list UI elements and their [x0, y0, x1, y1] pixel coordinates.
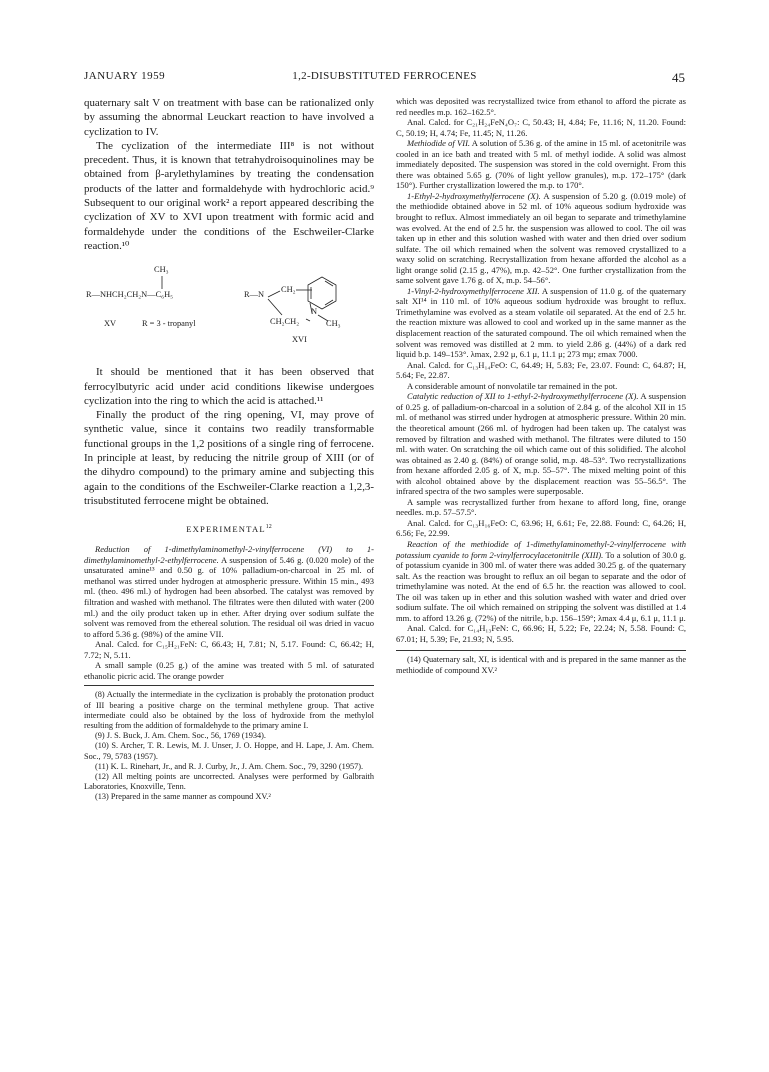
r-definition: R = 3 - tropanyl: [142, 319, 196, 329]
experimental-paragraph: Methiodide of VII. A solution of 5.36 g. of the amine in 15 ml. of acetonitrile was cooled in an ice bath and treated with 5 ml. of methyl iodide. A solid was almost immediately deposited. The suspension was stored in the cold overnight. From this there was obtained 5.65 g. (70% of light yellow granules), m.p. 172–175° (dark 150°). Further crystallization lowered the m.p. to 170°.: [396, 138, 686, 191]
footnote: (10) S. Archer, T. R. Lewis, M. J. Unser, J. O. Hoppe, and H. Lape, J. Am. Chem. Soc., 79, 5783 (1957).: [84, 741, 374, 761]
experimental-heading: EXPERIMENTAL$^{12}$: [186, 524, 272, 535]
footnotes: [84, 690, 374, 802]
analysis-line: Anal. Calcd. for C₁₃H₁₄FeO: C, 64.49; H, 5.83; Fe, 23.07. Found: C, 64.87; H, 5.64; Fe, 22.87.: [396, 359, 686, 381]
xv-label: XV: [104, 319, 117, 329]
intro-paragraph: quaternary salt V on treatment with base can be rationalized only by assuming the abnormal Leuckart reaction to have involved a cyclization to IV.: [84, 97, 374, 138]
footnote: (11) K. L. Rinehart, Jr., and R. J. Curby, Jr., J. Am. Chem. Soc., 79, 3290 (1957).: [95, 761, 364, 771]
experimental-paragraph: A sample was recrystallized further from hexane to afford long, fine, orange needles. m.p. 57–57.5°.: [396, 496, 686, 518]
xvi-r-group: R—N: [244, 290, 265, 300]
analysis-line: Anal. Calcd. for C₁₅H₂₁FeN: C, 66.43; H, 7.81; N, 5.17. Found: C, 66.42; H, 7.72; N, 5.11.: [84, 639, 374, 660]
running-header: [84, 70, 685, 86]
xvi-methyl: CH₃: [326, 319, 341, 329]
intro-paragraph: The cyclization of the intermediate III⁸ is not without precedent. Thus, it is known that tetrahydroisoquinolines may be obtained from β-arylethylamines by treating the condensation products of the latter and formaldehyde with hydrochloric acid.⁹ Subsequent to our original work² a report appeared describing the cyclization of XV to XVI upon treatment with formic acid and formaldehyde under the conditions of the Eschweiler-Clarke reaction.¹⁰: [84, 139, 374, 252]
analysis-line: Anal. Calcd. for C₁₄H₁₃FeN: C, 66.96; H, 5.22; Fe, 22.24; N, 5.58. Found: C, 67.01; H, 5.39; Fe, 21.93; N, 5.95.: [396, 623, 686, 644]
xvi-nitrogen: N: [311, 307, 318, 317]
procedure-title: 1-Vinyl-2-hydroxymethylferrocene XII.: [407, 285, 540, 296]
procedure-title: Methiodide of VII.: [407, 138, 471, 149]
header-title: 1,2-DISUBSTITUTED FERROCENES: [292, 70, 477, 82]
experimental-paragraph: Catalytic reduction of XII to 1-ethyl-2-hydroxymethylferrocene (X). A suspension of 0.25 g. of palladium-on-charcoal in a solution of 2.84 g. of the alcohol XII in 15 ml. of methanol was stirred under hydrogen at atmospheric pressure. Within 20 min. the theoretical amount (266 ml. of hydrogen had been taken up. The catalyst was removed by filtration and washed with methanol. The filtrates were diluted to 150 ml. with water. On scratching the oil which came out of this solidified. The alcohol was obtained as 2.40 g. (84%) of orange solid, m.p. 48–53°. Two recrystallizations from hexane afforded 2.05 g. of X, m.p. 55–57°. The mixed melting point of this with alcohol obtained above by the displacement reaction was 55–56.5°. The infrared spectra of the two samples were superposable.: [396, 391, 686, 497]
xvi-label: XVI: [292, 335, 307, 345]
left-column: [84, 96, 374, 803]
header-date: JANUARY 1959: [84, 70, 166, 82]
footnote: (8) Actually the intermediate in the cyclization is probably the protonation product of III bearing a positive charge on the terminal methylene group. That active intermediate could also be obtained by the loss of hydroxide from the methylol resulting from the addition of formaldehyde to the primary amine I.: [84, 690, 374, 730]
experimental-paragraph: 1-Vinyl-2-hydroxymethylferrocene XII. A suspension of 11.0 g. of the quaternary salt XI¹⁴ in 110 ml. of 10% aqueous sodium hydroxide was brought to reflux. Trimethylamine was evolved as a steam volatile oil separated. At the end of 2.5 hr. the reaction mixture was allowed to cool and worked up in the same manner as the displacement reaction of the saturated compound. The oil which remained when the solvent was removed was distilled at 2 mm. to yield 2.86 g. (44%) of a dark red liquid b.p. 149–153°. λmax, 2.92 μ, 6.1 μ, 11.1 μ; 273 mμ; εmax 7000.: [396, 285, 686, 360]
xv-methyl: CH₃: [154, 265, 169, 275]
right-column: [396, 96, 686, 676]
procedure-title: Reaction of the methiodide of 1-dimethylaminomethyl-2-vinylferrocene with potassium cyanide to form 2-vinylferrocylacetonitrile (XIII).: [396, 538, 686, 560]
procedure-title: 1-Ethyl-2-hydroxymethylferrocene (X).: [407, 190, 541, 201]
footnote: (13) Prepared in the same manner as compound XV.²: [95, 792, 271, 802]
xvi-ethylene: CH₂CH₂: [270, 317, 300, 327]
experimental-paragraph: which was deposited was recrystallized twice from ethanol to afford the picrate as red needles m.p. 162–162.5°.: [396, 96, 686, 117]
xvi-methylene: CH₂: [281, 285, 296, 295]
page-number: 45: [672, 70, 685, 85]
footnote: (14) Quaternary salt, XI, is identical with and is prepared in the same manner as the methiodide of compound XV.²: [396, 655, 686, 675]
analysis-line: Anal. Calcd. for C₂₁H₂₄FeN₄O₇: C, 50.43; H, 4.84; Fe, 11.16; N, 11.20. Found: C, 50.19; H, 4.74; Fe, 11.45; N, 11.26.: [396, 117, 686, 138]
footnote: (12) All melting points are uncorrected. Analyses were performed by Galbraith Laboratories, Knoxville, Tenn.: [84, 771, 374, 792]
footnote-divider: [84, 685, 374, 686]
analysis-line: Anal. Calcd. for C₁₃H₁₆FeO: C, 63.96; H, 6.61; Fe, 22.88. Found: C, 64.26; H, 6.56; Fe, 22.99.: [396, 517, 686, 539]
experimental-paragraph: A considerable amount of nonvolatile tar remained in the pot.: [407, 380, 618, 391]
procedure-title: Catalytic reduction of XII to 1-ethyl-2-hydroxymethylferrocene (X).: [407, 391, 639, 402]
footnote: (9) J. S. Buck, J. Am. Chem. Soc., 56, 1769 (1934).: [95, 731, 267, 741]
body-paragraph: Finally the product of the ring opening, VI, may prove of synthetic value, since it contains two readily transformable functional groups in the 1,2 positions of a single ring of ferrocene. In principle at least, by reducing the nitrile group of XIII (or of the dihydro compound) to the primary amine and subjecting this again to the conditions of the Eschweiler-Clarke reaction a 1,2,3-trisubstituted ferrocene might be obtained.: [84, 409, 374, 507]
structure-drawing: [84, 263, 374, 357]
body-paragraph: It should be mentioned that it has been observed that ferrocylbutyric acid under acid conditions likewise undergoes cyclization into the ring to which the acid is attached.¹¹: [84, 366, 374, 407]
footnote-divider: [396, 650, 686, 651]
procedure-title: Reduction of 1-dimethylaminomethyl-2-vinylferrocene (VI) to 1-dimethylaminomethyl-2-ethylferrocene.: [84, 544, 374, 565]
xv-formula: R—NHCH₂CH₂N—C₆H₅: [86, 290, 174, 300]
experimental-paragraph: A small sample (0.25 g.) of the amine was treated with 5 ml. of saturated ethanolic picric acid. The orange powder: [84, 660, 374, 681]
chemical-structures: [84, 263, 374, 357]
experimental-paragraph: Reaction of the methiodide of 1-dimethylaminomethyl-2-vinylferrocene with potassium cyanide to form 2-vinylferrocylacetonitrile (XIII). To a solution of 30.0 g. of potassium cyanide in 300 ml. of water there was added 30.25 g. of the quaternary salt. As the reaction was brought to reflux an oil began to separate and the odor of trimethylamine was noted. At the end of 6.5 hr. the reaction was allowed to cool. The oil was taken up in ether and this solution washed with water and dried over sodium sulfate. The oil which remained on stripping the solvent was distilled at 1.4 mm. to afford 13.26 g. (72%) of the nitrile, b.p. 156–159°; λmax 4.4 μ, 6.1 μ, 11.1 μ.: [396, 538, 686, 623]
experimental-paragraph: 1-Ethyl-2-hydroxymethylferrocene (X). A suspension of 5.20 g. (0.019 mole) of the methiodide obtained above in 52 ml. of 10% aqueous sodium hydroxide was brought to reflux. Almost immediately an oil began to separate and trimethylamine was evolved. At the end of 2.5 hr. the suspension was allowed to cool. The oil was taken up in ether and this solution washed with water and then dried over sodium sulfate. The oil which remained when the solvent was removed crystallized to a waxy solid on scratching. Recrystallization from hexane afforded the alcohol as a light orange solid (2.15 g., 47%), m.p. 42–52°. One further crystallization from the same solvent gave 1.76 g. of X, m.p. 54–56°.: [396, 190, 686, 286]
experimental-paragraph: Reduction of 1-dimethylaminomethyl-2-vinylferrocene (VI) to 1-dimethylaminomethyl-2-ethylferrocene. A suspension of 5.46 g. (0.020 mole) of the unsaturated amine¹³ and 0.50 g. of 10% palladium-on-charcoal in 25 ml. of methanol was stirred under hydrogen at atmospheric pressure. Within 15 min., 493 ml. (theo. 496 ml.) of hydrogen had been absorbed. The catalyst was removed by filtration and washed with methanol. The filtrates were then diluted with water (200 ml.) and the oily product taken up in ether. After drying over sodium sulfate the solvent was removed from the ethereal solution. The residual oil was dried in vacuo to afford 5.36 g. (98%) of the amine VII.: [84, 544, 374, 639]
